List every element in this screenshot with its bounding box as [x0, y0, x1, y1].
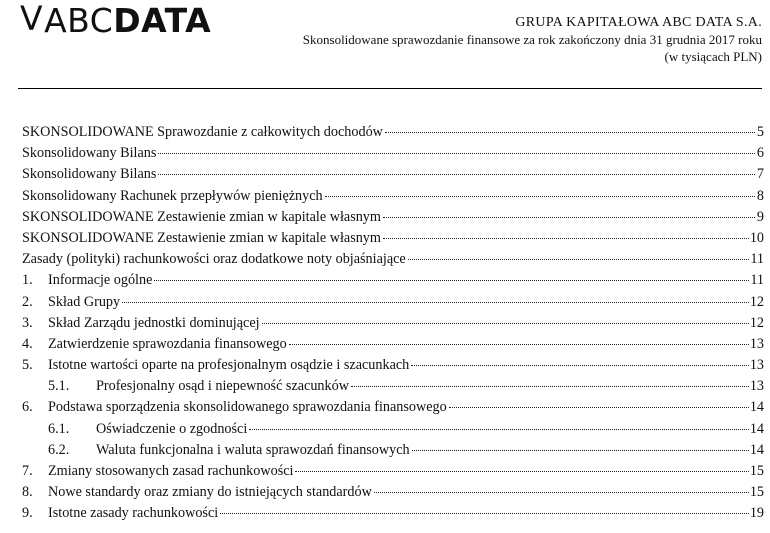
toc-entry-title: Zatwierdzenie sprawozdania finansowego	[48, 335, 287, 352]
toc-entry-page: 14	[749, 420, 764, 437]
toc-entry-page: 13	[749, 357, 764, 374]
toc-dot-leader	[122, 301, 749, 303]
toc-entry[interactable]	[22, 249, 764, 270]
toc-entry-page: 15	[749, 484, 764, 501]
toc-entry-number: 9.	[22, 505, 33, 522]
toc-dot-leader	[383, 237, 749, 239]
toc-dot-leader	[351, 385, 749, 387]
toc-entry-title: Istotne wartości oparte na profesjonalnym osądzie i szacunkach	[48, 357, 410, 374]
toc-entry-title: SKONSOLIDOWANE Zestawienie zmian w kapitale własnym	[22, 208, 381, 225]
table-of-contents	[22, 122, 764, 525]
toc-entry-title: Skonsolidowany Bilans	[22, 166, 157, 183]
header-divider	[18, 88, 762, 89]
abc-data-logo	[20, 0, 211, 40]
company-name: GRUPA KAPITAŁOWA ABC DATA S.A.	[515, 15, 762, 30]
toc-entry-number: 6.2.	[48, 441, 70, 458]
toc-entry-title: Istotne zasady rachunkowości	[48, 505, 219, 522]
toc-dot-leader	[154, 279, 749, 281]
toc-entry-page: 13	[749, 335, 764, 352]
toc-entry[interactable]	[22, 186, 764, 207]
toc-entry[interactable]	[22, 334, 764, 355]
toc-entry[interactable]	[22, 419, 764, 440]
toc-entry-page: 9	[756, 208, 764, 225]
toc-entry[interactable]	[22, 164, 764, 185]
toc-entry-page: 12	[749, 293, 764, 310]
toc-entry-title: Oświadczenie o zgodności	[96, 420, 248, 437]
toc-entry[interactable]	[22, 503, 764, 524]
toc-entry[interactable]	[22, 376, 764, 397]
toc-dot-leader	[412, 449, 749, 451]
toc-dot-leader	[289, 343, 749, 345]
toc-entry[interactable]	[22, 482, 764, 503]
toc-dot-leader	[449, 406, 749, 408]
toc-dot-leader	[158, 173, 755, 175]
toc-entry-page: 7	[756, 166, 764, 183]
toc-entry-page: 12	[749, 314, 764, 331]
logo-chevron-icon: ᐯ	[20, 0, 44, 38]
document-header	[303, 14, 762, 65]
toc-entry[interactable]	[22, 313, 764, 334]
toc-entry-page: 10	[749, 229, 764, 246]
toc-entry[interactable]	[22, 355, 764, 376]
toc-entry-number: 6.1.	[48, 420, 70, 437]
toc-entry-page: 14	[749, 441, 764, 458]
toc-entry[interactable]	[22, 397, 764, 418]
toc-entry[interactable]	[22, 228, 764, 249]
toc-entry-title: Podstawa sporządzenia skonsolidowanego sprawozdania finansowego	[48, 399, 447, 416]
toc-entry-title: Waluta funkcjonalna i waluta sprawozdań finansowych	[96, 441, 410, 458]
toc-entry-number: 5.1.	[48, 378, 70, 395]
toc-dot-leader	[385, 131, 755, 133]
toc-dot-leader	[374, 491, 749, 493]
toc-entry-title: SKONSOLIDOWANE Zestawienie zmian w kapitale własnym	[22, 229, 381, 246]
toc-dot-leader	[411, 364, 749, 366]
toc-dot-leader	[408, 258, 750, 260]
toc-entry-number: 3.	[22, 314, 33, 331]
toc-dot-leader	[325, 195, 755, 197]
toc-entry-page: 8	[756, 187, 764, 204]
toc-entry-page: 15	[749, 463, 764, 479]
toc-entry-number: 6.	[22, 399, 33, 416]
toc-entry-page: 13	[749, 378, 764, 395]
toc-entry-number: 2.	[22, 293, 33, 310]
toc-entry-page: 5	[756, 124, 764, 140]
toc-entry-title: Skonsolidowany Bilans	[22, 145, 157, 162]
toc-entry-title: Zasady (polityki) rachunkowości oraz dodatkowe noty objaśniające	[22, 251, 406, 268]
toc-entry-title: Informacje ogólne	[48, 272, 153, 289]
toc-entry[interactable]	[22, 143, 764, 164]
toc-entry-number: 1.	[22, 272, 33, 289]
toc-dot-leader	[220, 512, 749, 514]
toc-entry-title: Profesjonalny osąd i niepewność szacunków	[96, 378, 349, 395]
toc-dot-leader	[249, 428, 749, 430]
report-title: Skonsolidowane sprawozdanie finansowe za rok zakończony dnia 31 grudnia 2017 roku	[302, 32, 762, 47]
toc-entry-title: Skonsolidowany Rachunek przepływów pieniężnych	[22, 187, 323, 204]
logo-text-abc: ABC	[44, 0, 114, 40]
toc-entry-number: 7.	[22, 463, 33, 479]
toc-entry-page: 6	[756, 145, 764, 162]
toc-entry[interactable]	[22, 270, 764, 291]
toc-entry-title: Nowe standardy oraz zmiany do istniejących standardów	[48, 484, 372, 501]
toc-entry-title: Zmiany stosowanych zasad rachunkowości	[48, 463, 294, 479]
toc-entry[interactable]	[22, 292, 764, 313]
toc-entry[interactable]	[22, 461, 764, 482]
toc-entry-page: 11	[750, 251, 764, 268]
toc-dot-leader	[383, 216, 755, 218]
logo-text-data: DATA	[113, 0, 212, 40]
toc-entry-number: 5.	[22, 357, 33, 374]
toc-entry-number: 4.	[22, 335, 33, 352]
toc-entry-title: SKONSOLIDOWANE Sprawozdanie z całkowitych dochodów	[22, 124, 383, 140]
toc-dot-leader	[158, 152, 755, 154]
toc-entry-number: 8.	[22, 484, 33, 501]
currency-unit: (w tysiącach PLN)	[664, 49, 762, 64]
toc-entry-page: 14	[749, 399, 764, 416]
toc-entry[interactable]	[22, 122, 764, 143]
toc-entry-title: Skład Grupy	[48, 293, 121, 310]
toc-dot-leader	[295, 470, 748, 472]
toc-entry[interactable]	[22, 207, 764, 228]
toc-entry-page: 11	[750, 272, 764, 289]
toc-entry-title: Skład Zarządu jednostki dominującej	[48, 314, 260, 331]
toc-entry[interactable]	[22, 440, 764, 461]
toc-dot-leader	[262, 322, 749, 324]
toc-entry-page: 19	[749, 505, 764, 522]
